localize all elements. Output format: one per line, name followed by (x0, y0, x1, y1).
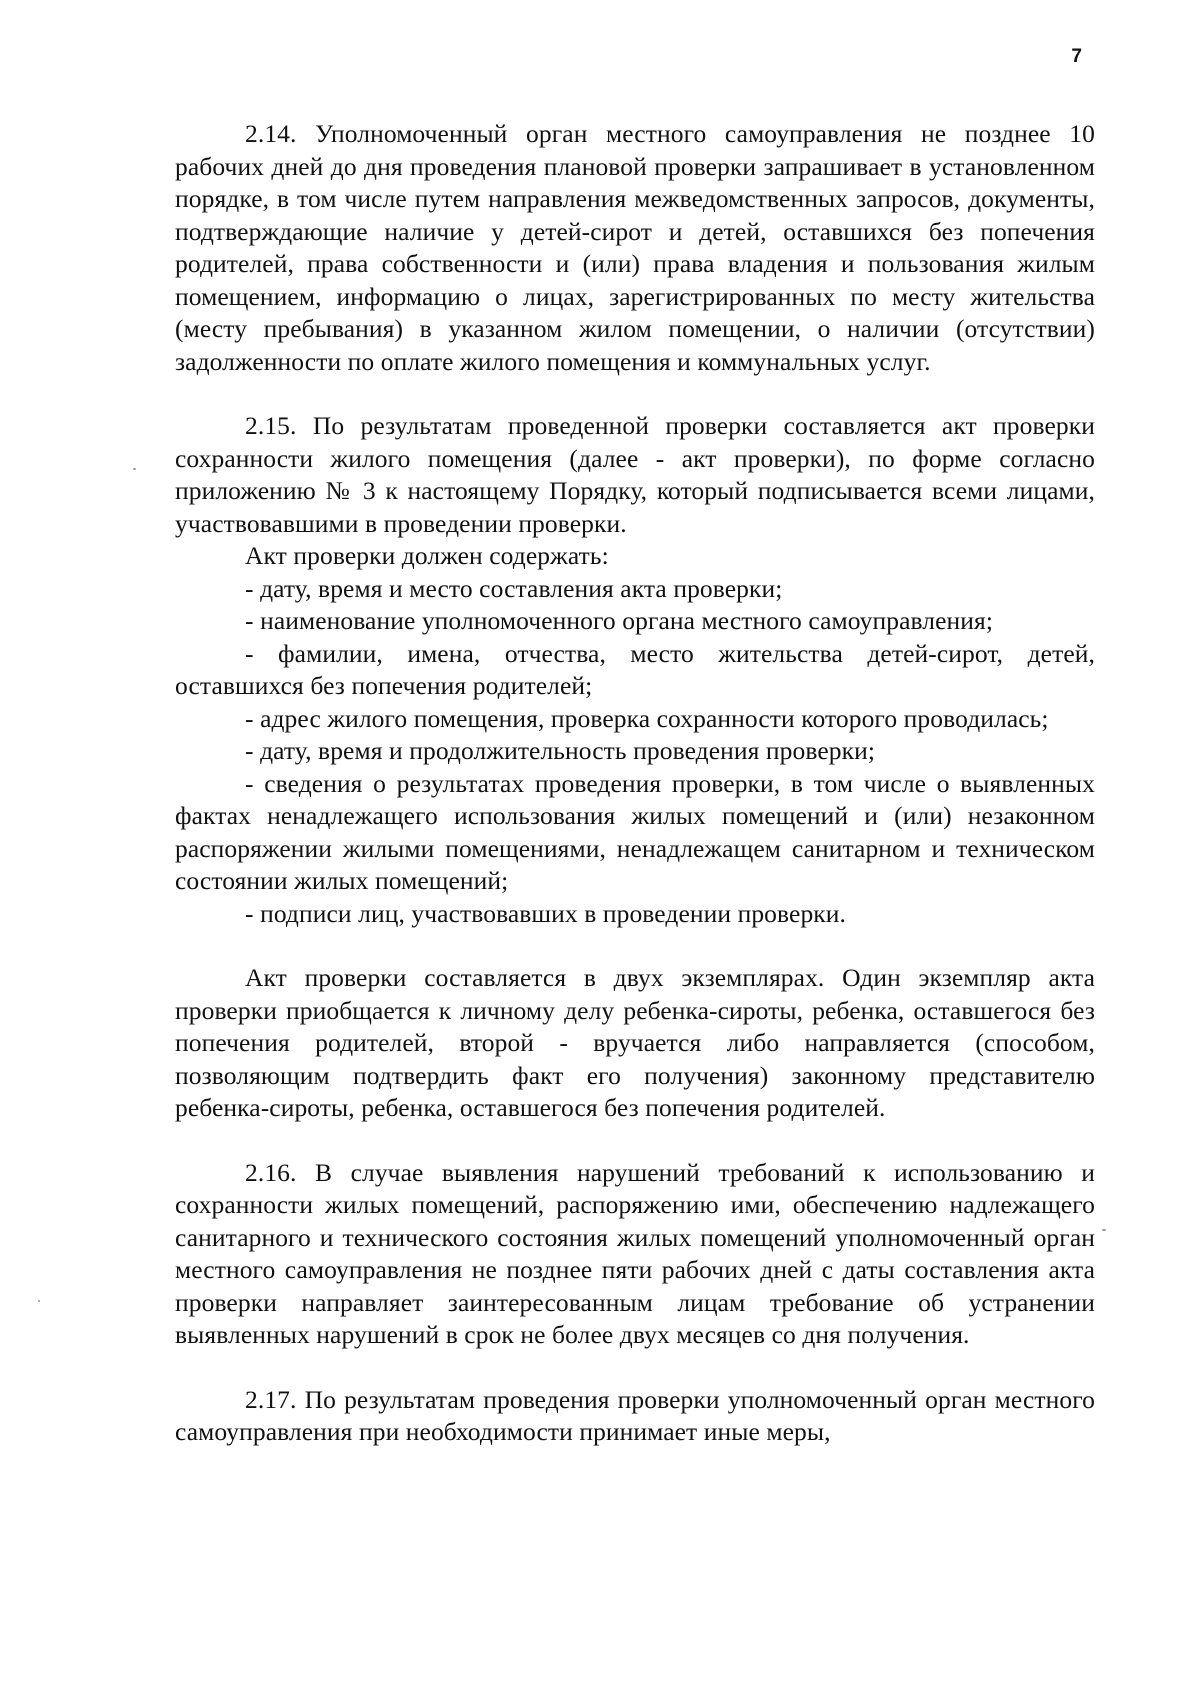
list-item: - сведения о результатах проведения проверки, в том числе о выявленных фактах ненадлежащего использования жилых помещений и (или) незаконном распоряжении жилыми помещениями, ненадлежащем санитарном и техническом состоянии жилых помещений; (175, 768, 1095, 895)
page-number: 7 (1071, 46, 1082, 67)
list-item: - фамилии, имена, отчества, место жительства детей-сирот, детей, оставшихся без попечения родителей; (175, 638, 1095, 700)
paragraph-spacer (175, 1352, 1095, 1384)
scan-speck (1102, 1229, 1106, 1231)
paragraph-2-16: 2.16. В случае выявления нарушений требований к использованию и сохранности жилых помещений, распоряжению ими, обеспечению надлежащего санитарного и технического состояния жилых помещений уполномоченный орган местного самоуправления не позднее пяти рабочих дней с даты составления акта проверки направляет заинтересованным лицам требование об устранении выявленных нарушений в срок не более двух месяцев со дня получения. (175, 1157, 1095, 1349)
list-item: - наименование уполномоченного органа местного самоуправления; (245, 606, 994, 635)
list-item: - адрес жилого помещения, проверка сохранности которого проводилась; (245, 703, 1049, 733)
scan-speck (133, 468, 136, 470)
paragraph-spacer (175, 1125, 1095, 1157)
paragraph-spacer (175, 378, 1095, 410)
list-item: - подписи лиц, участвовавших в проведении проверки. (245, 898, 847, 928)
paragraph-2-14: 2.14. Уполномоченный орган местного самоуправления не позднее 10 рабочих дней до дня проведения плановой проверки запрашивает в установленном порядке, в том числе путем направления межведомственных запросов, документы, подтверждающие наличие у детей-сирот и детей, оставшихся без попечения родителей, права собственности и (или) права владения и пользования жилым помещением, информацию о лицах, зарегистрированных по месту жительства (месту пребывания) в указанном жилом помещении, о наличии (отсутствии) задолженности по оплате жилого помещения и коммунальных услуг. (175, 119, 1095, 376)
scan-speck (38, 1300, 40, 1302)
paragraph-spacer (175, 930, 1095, 962)
paragraph-2-15-copies: Акт проверки составляется в двух экземплярах. Один экземпляр акта проверки приобщается к личному делу ребенка-сироты, ребенка, оставшегося без попечения родителей, второй - вручается либо направляется (способом, позволяющим подтвердить факт его получения) законному представителю ребенка-сироты, ребенка, оставшегося без попечения родителей. (175, 963, 1095, 1122)
document-body (175, 118, 1095, 1449)
paragraph-2-17: 2.17. По результатам проведения проверки уполномоченный орган местного самоуправления при необходимости принимает иные меры, (175, 1384, 1095, 1446)
paragraph-2-15-intro: 2.15. По результатам проведенной проверки составляется акт проверки сохранности жилого помещения (далее - акт проверки), по форме согласно приложению № 3 к настоящему Порядку, который подписывается всеми лицами, участвовавшими в проведении проверки. (175, 411, 1095, 538)
paragraph-2-15-lead: Акт проверки должен содержать: (245, 541, 609, 570)
list-item: - дату, время и продолжительность проведения проверки; (245, 736, 876, 765)
list-item: - дату, время и место составления акта проверки; (245, 573, 783, 603)
